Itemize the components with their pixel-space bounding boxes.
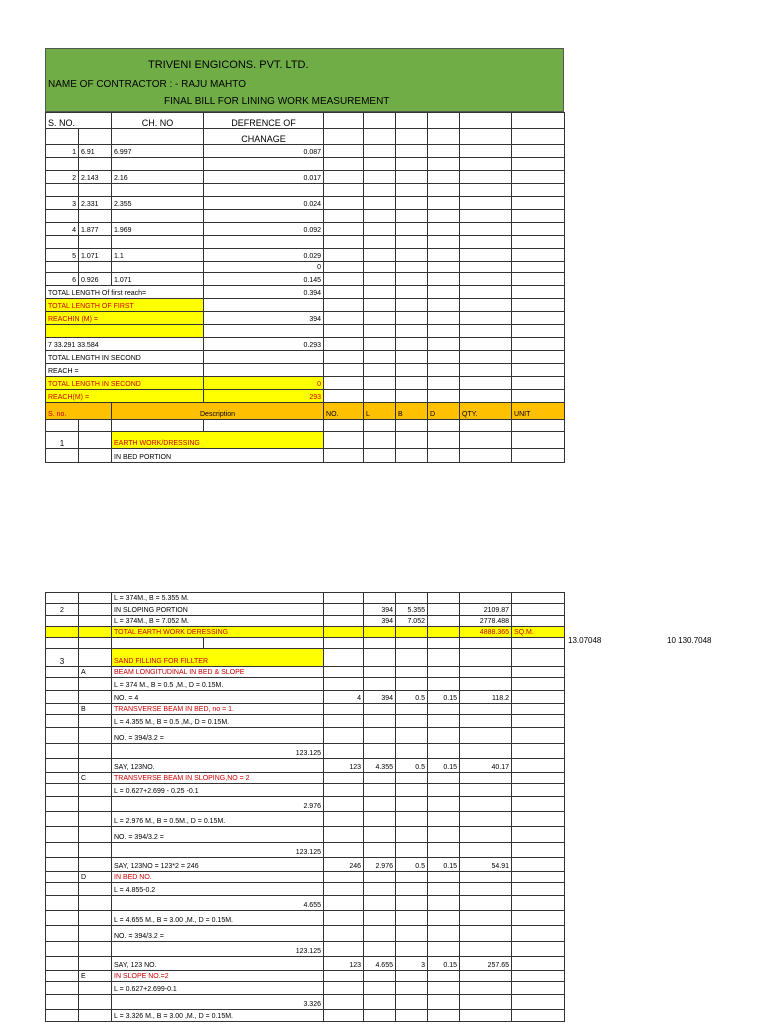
sub-b-d: 0.15: [428, 759, 460, 773]
sub-b-dim: L = 4.355 M., B = 0.5 ,M., D = 0.15M.: [112, 715, 324, 728]
ch-sno: 4: [46, 223, 79, 236]
reach1-length-label-2: REACHIN (M) =: [46, 312, 204, 325]
sub-d-dim: L = 4.655 M., B = 3.00 ,M., D = 0.15M.: [112, 911, 324, 926]
sub-c-b: 0.5: [396, 858, 428, 872]
sub-d-say: SAY, 123 NO.: [112, 957, 324, 971]
item1-title: EARTH WORK/DRESSING: [112, 432, 324, 449]
ch-sno: 2: [46, 171, 79, 184]
r4-unit: SQ.M.: [512, 627, 565, 638]
reach2-total-label: TOTAL LENGTH IN SECOND: [46, 351, 204, 364]
r4-qty: 4888.365: [460, 627, 512, 638]
ch-to: 2.16: [112, 171, 204, 184]
ch-to: 1.969: [112, 223, 204, 236]
sub-e-eqv: 3.326: [112, 995, 324, 1010]
sub-b-b: 0.5: [396, 759, 428, 773]
sub-a-b: 0.5: [396, 691, 428, 704]
side-value-2: 10 130.7048: [667, 636, 712, 645]
r2-l: 5.355: [396, 604, 428, 616]
col-head-chanage: CHANAGE: [204, 129, 324, 145]
r3-l: 7.052: [396, 616, 428, 627]
sub-d-desc: IN BED NO.: [112, 872, 324, 883]
ch-to: 6.997: [112, 145, 204, 158]
sub-c-eq: L = 0.627+2.699 - 0.25 -0.1: [112, 784, 324, 797]
sub-b-no: NO. = 394/3.2 =: [112, 728, 324, 744]
ch-diff: 0.017: [204, 171, 324, 184]
side-value-1: 13.07048: [568, 636, 602, 645]
reach2-length-value-2: 293: [204, 390, 324, 403]
sub-c-no: NO. = 394/3.2 =: [112, 827, 324, 843]
ch-diff: 0.024: [204, 197, 324, 210]
r3-desc: L = 374M., B = 7.052 M.: [112, 616, 324, 627]
col-head-sno: S. NO.: [46, 113, 112, 129]
sub-d-qty: 257.65: [460, 957, 512, 971]
measurement-table: [45, 592, 565, 1022]
desc-head-description: Description: [112, 403, 324, 420]
item2-sno: 2: [46, 604, 79, 616]
sub-c-eqv: 2.976: [112, 797, 324, 812]
ch-to: 1.071: [112, 273, 204, 286]
sub-d-label: D: [79, 872, 112, 883]
bill-title: FINAL BILL FOR LINING WORK MEASUREMENT: [164, 96, 390, 107]
sub-a-n: 4: [324, 691, 364, 704]
reach2-total-label-2: REACH =: [46, 364, 204, 377]
ch-sno: 6: [46, 273, 79, 286]
sub-c-label: C: [79, 773, 112, 784]
sub-e-desc: IN SLOPE NO.=2: [112, 971, 324, 982]
desc-head-d: D: [428, 403, 460, 420]
sub-c-calc: 123.125: [112, 843, 324, 858]
sub-d-n: 123: [324, 957, 364, 971]
item3-sno: 3: [46, 649, 79, 667]
sub-d-calc: 123.125: [112, 942, 324, 957]
sub-b-label: B: [79, 704, 112, 715]
sub-c-l: 2.976: [364, 858, 396, 872]
sub-d-eq: L = 4.855-0.2: [112, 883, 324, 896]
row7-chainage: 7 33.291 33.584: [46, 338, 204, 351]
sub-e-label: E: [79, 971, 112, 982]
desc-head-qty: QTY.: [460, 403, 512, 420]
sub-a-qty: 118.2: [460, 691, 512, 704]
r1-desc: L = 374M., B = 5.355 M.: [112, 593, 324, 604]
sub-b-n: 123: [324, 759, 364, 773]
sub-c-dim: L = 2.976 M., B = 0.5M., D = 0.15M.: [112, 812, 324, 827]
desc-head-sno: S. no.: [46, 403, 112, 420]
row7-diff: 0.293: [204, 338, 324, 351]
sub-a-desc: BEAM LONGITUDINAL IN BED & SLOPE: [112, 667, 324, 678]
reach2-length-label-2: REACH(M) =: [46, 390, 204, 403]
sub-a-d: 0.15: [428, 691, 460, 704]
sub-a-dim: L = 374 M., B = 0.5 ,M., D = 0.15M.: [112, 678, 324, 691]
ch-to: 2.355: [112, 197, 204, 210]
reach1-length-label: TOTAL LENGTH OF FIRST: [46, 299, 204, 312]
company-name: TRIVENI ENGICONS. PVT. LTD.: [148, 59, 309, 71]
sub-c-qty: 54.91: [460, 858, 512, 872]
sub-a-label: A: [79, 667, 112, 678]
sub-e-dim: L = 3.326 M., B = 3.00 ,M., D = 0.15M.: [112, 1010, 324, 1022]
ch-sno: 1: [46, 145, 79, 158]
ch-diff: 0.087: [204, 145, 324, 158]
r4-desc: TOTAL EARTH WORK DERESSING: [112, 627, 324, 638]
sub-a-l: 394: [364, 691, 396, 704]
sub-c-desc: TRANSVERSE BEAM IN SLOPING,NO = 2: [112, 773, 324, 784]
sub-d-b: 3: [396, 957, 428, 971]
ch-diff: 0.145: [204, 273, 324, 286]
sub-d-l: 4.655: [364, 957, 396, 971]
header-banner: [45, 48, 564, 112]
desc-head-b: B: [396, 403, 428, 420]
ch-to: 1.1: [112, 249, 204, 262]
sub-d-d: 0.15: [428, 957, 460, 971]
r2-no: 394: [364, 604, 396, 616]
sub-b-l: 4.355: [364, 759, 396, 773]
sub-d-no: NO. = 394/3.2 =: [112, 926, 324, 942]
ch-from: 1.071: [79, 249, 112, 262]
sub-b-desc: TRANSVERSE BEAM IN BED, no = 1.: [112, 704, 324, 715]
col-head-chno: CH. NO: [112, 113, 204, 129]
ch-diff: 0.092: [204, 223, 324, 236]
ch-diff: 0.029: [204, 249, 324, 262]
ch-from: 0.926: [79, 273, 112, 286]
ch-sno: 3: [46, 197, 79, 210]
ch-from: 6.91: [79, 145, 112, 158]
sub-b-qty: 40.17: [460, 759, 512, 773]
item1-sub: IN BED PORTION: [112, 449, 324, 463]
ch-from: 2.143: [79, 171, 112, 184]
sub-c-d: 0.15: [428, 858, 460, 872]
sub-e-eq: L = 0.627+2.699-0.1: [112, 982, 324, 995]
chainage-table: [45, 112, 565, 463]
reach1-total-value: 0.394: [204, 286, 324, 299]
sub-b-calc: 123.125: [112, 744, 324, 759]
ch-diff: 0: [204, 262, 324, 273]
contractor-name: NAME OF CONTRACTOR : - RAJU MAHTO: [48, 79, 246, 90]
sub-c-n: 246: [324, 858, 364, 872]
ch-from: 1.877: [79, 223, 112, 236]
sub-c-say: SAY, 123NO = 123*2 = 246: [112, 858, 324, 872]
reach2-length-label: TOTAL LENGTH IN SECOND: [46, 377, 204, 390]
r2-desc: IN SLOPING PORTION: [112, 604, 324, 616]
r3-no: 394: [364, 616, 396, 627]
reach2-length-value-1: 0: [204, 377, 324, 390]
desc-head-unit: UNIT: [512, 403, 565, 420]
ch-sno: 5: [46, 249, 79, 262]
desc-head-l: L: [364, 403, 396, 420]
sub-a-no: NO. = 4: [112, 691, 324, 704]
reach1-length-value: 394: [204, 312, 324, 325]
sub-b-say: SAY, 123NO.: [112, 759, 324, 773]
r2-qty: 2109.87: [460, 604, 512, 616]
ch-from: 2.331: [79, 197, 112, 210]
col-head-defrence: DEFRENCE OF: [204, 113, 324, 129]
item3-title: SAND FILLING FOR FILLTER: [112, 649, 324, 667]
reach1-total-label: TOTAL LENGTH Of first reach=: [46, 286, 204, 299]
r3-qty: 2778.488: [460, 616, 512, 627]
desc-head-no: NO.: [324, 403, 364, 420]
item1-sno: 1: [46, 432, 79, 449]
sub-d-eqv: 4.655: [112, 896, 324, 911]
